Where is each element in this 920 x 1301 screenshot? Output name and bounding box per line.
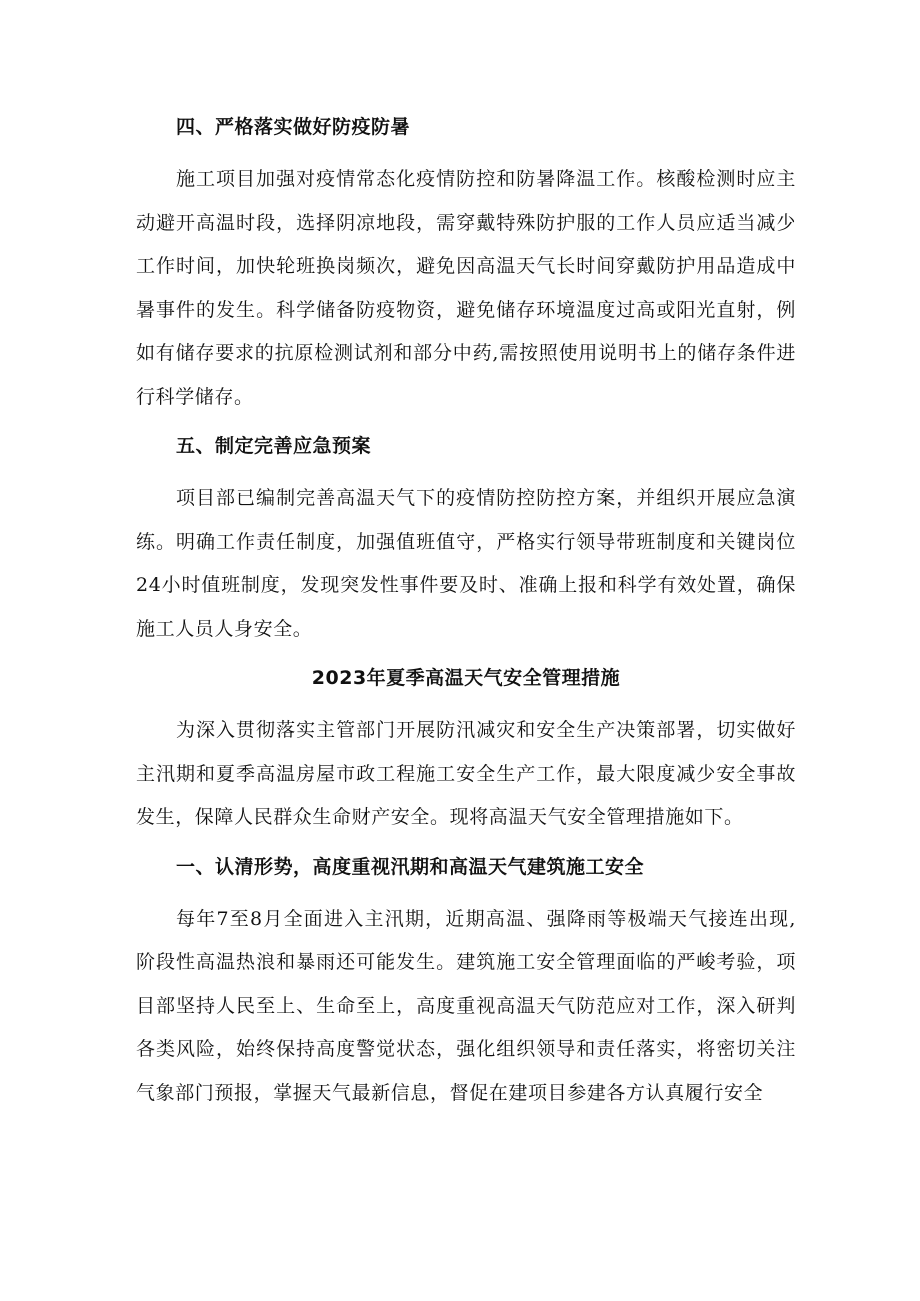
section-four-paragraph: 施工项目加强对疫情常态化疫情防控和防暑降温工作。核酸检测时应主动避开高温时段，选择阴凉地段，需穿戴特殊防护服的工作人员应适当减少工作时间，加快轮班换岗频次，避免因高温天气长时间穿戴防护用品造成中暑事件的发生。科学储备防疫物资，避免储存环境温度过高或阳光直射，例如有储存要求的抗原检测试剂和部分中药,需按照使用说明书上的储存条件进行科学储存。 bbox=[136, 168, 796, 408]
section-one-paragraph: 每年7至8月全面进入主汛期，近期高温、强降雨等极端天气接连出现,阶段性高温热浪和暴雨还可能发生。建筑施工安全管理面临的严峻考验，项目部坚持人民至上、生命至上，高度重视高温天气防范应对工作，深入研判各类风险，始终保持高度警觉状态，强化组织领导和责任落实，将密切关注气象部门预报，掌握天气最新信息，督促在建项目参建各方认真履行安全 bbox=[136, 907, 796, 1104]
intro-paragraph: 为深入贯彻落实主管部门开展防汛减灾和安全生产决策部署，切实做好主汛期和夏季高温房屋市政工程施工安全生产工作，最大限度减少安全事故发生，保障人民群众生命财产安全。现将高温天气安全管理措施如下。 bbox=[136, 719, 796, 828]
document-body bbox=[136, 114, 796, 1115]
section-heading-one: 一、认清形势，高度重视汛期和高温天气建筑施工安全 bbox=[176, 855, 645, 878]
section-heading-five: 五、制定完善应急预案 bbox=[176, 435, 372, 457]
section-five-paragraph: 项目部已编制完善高温天气下的疫情防控防控方案，并组织开展应急演练。明确工作责任制度，加强值班值守，严格实行领导带班制度和关键岗位24小时值班制度，发现突发性事件要及时、准确上报和科学有效处置，确保施工人员人身安全。 bbox=[136, 487, 796, 640]
document-title: 2023年夏季高温天气安全管理措施 bbox=[311, 667, 621, 689]
section-heading-four: 四、严格落实做好防疫防暑 bbox=[176, 116, 411, 138]
